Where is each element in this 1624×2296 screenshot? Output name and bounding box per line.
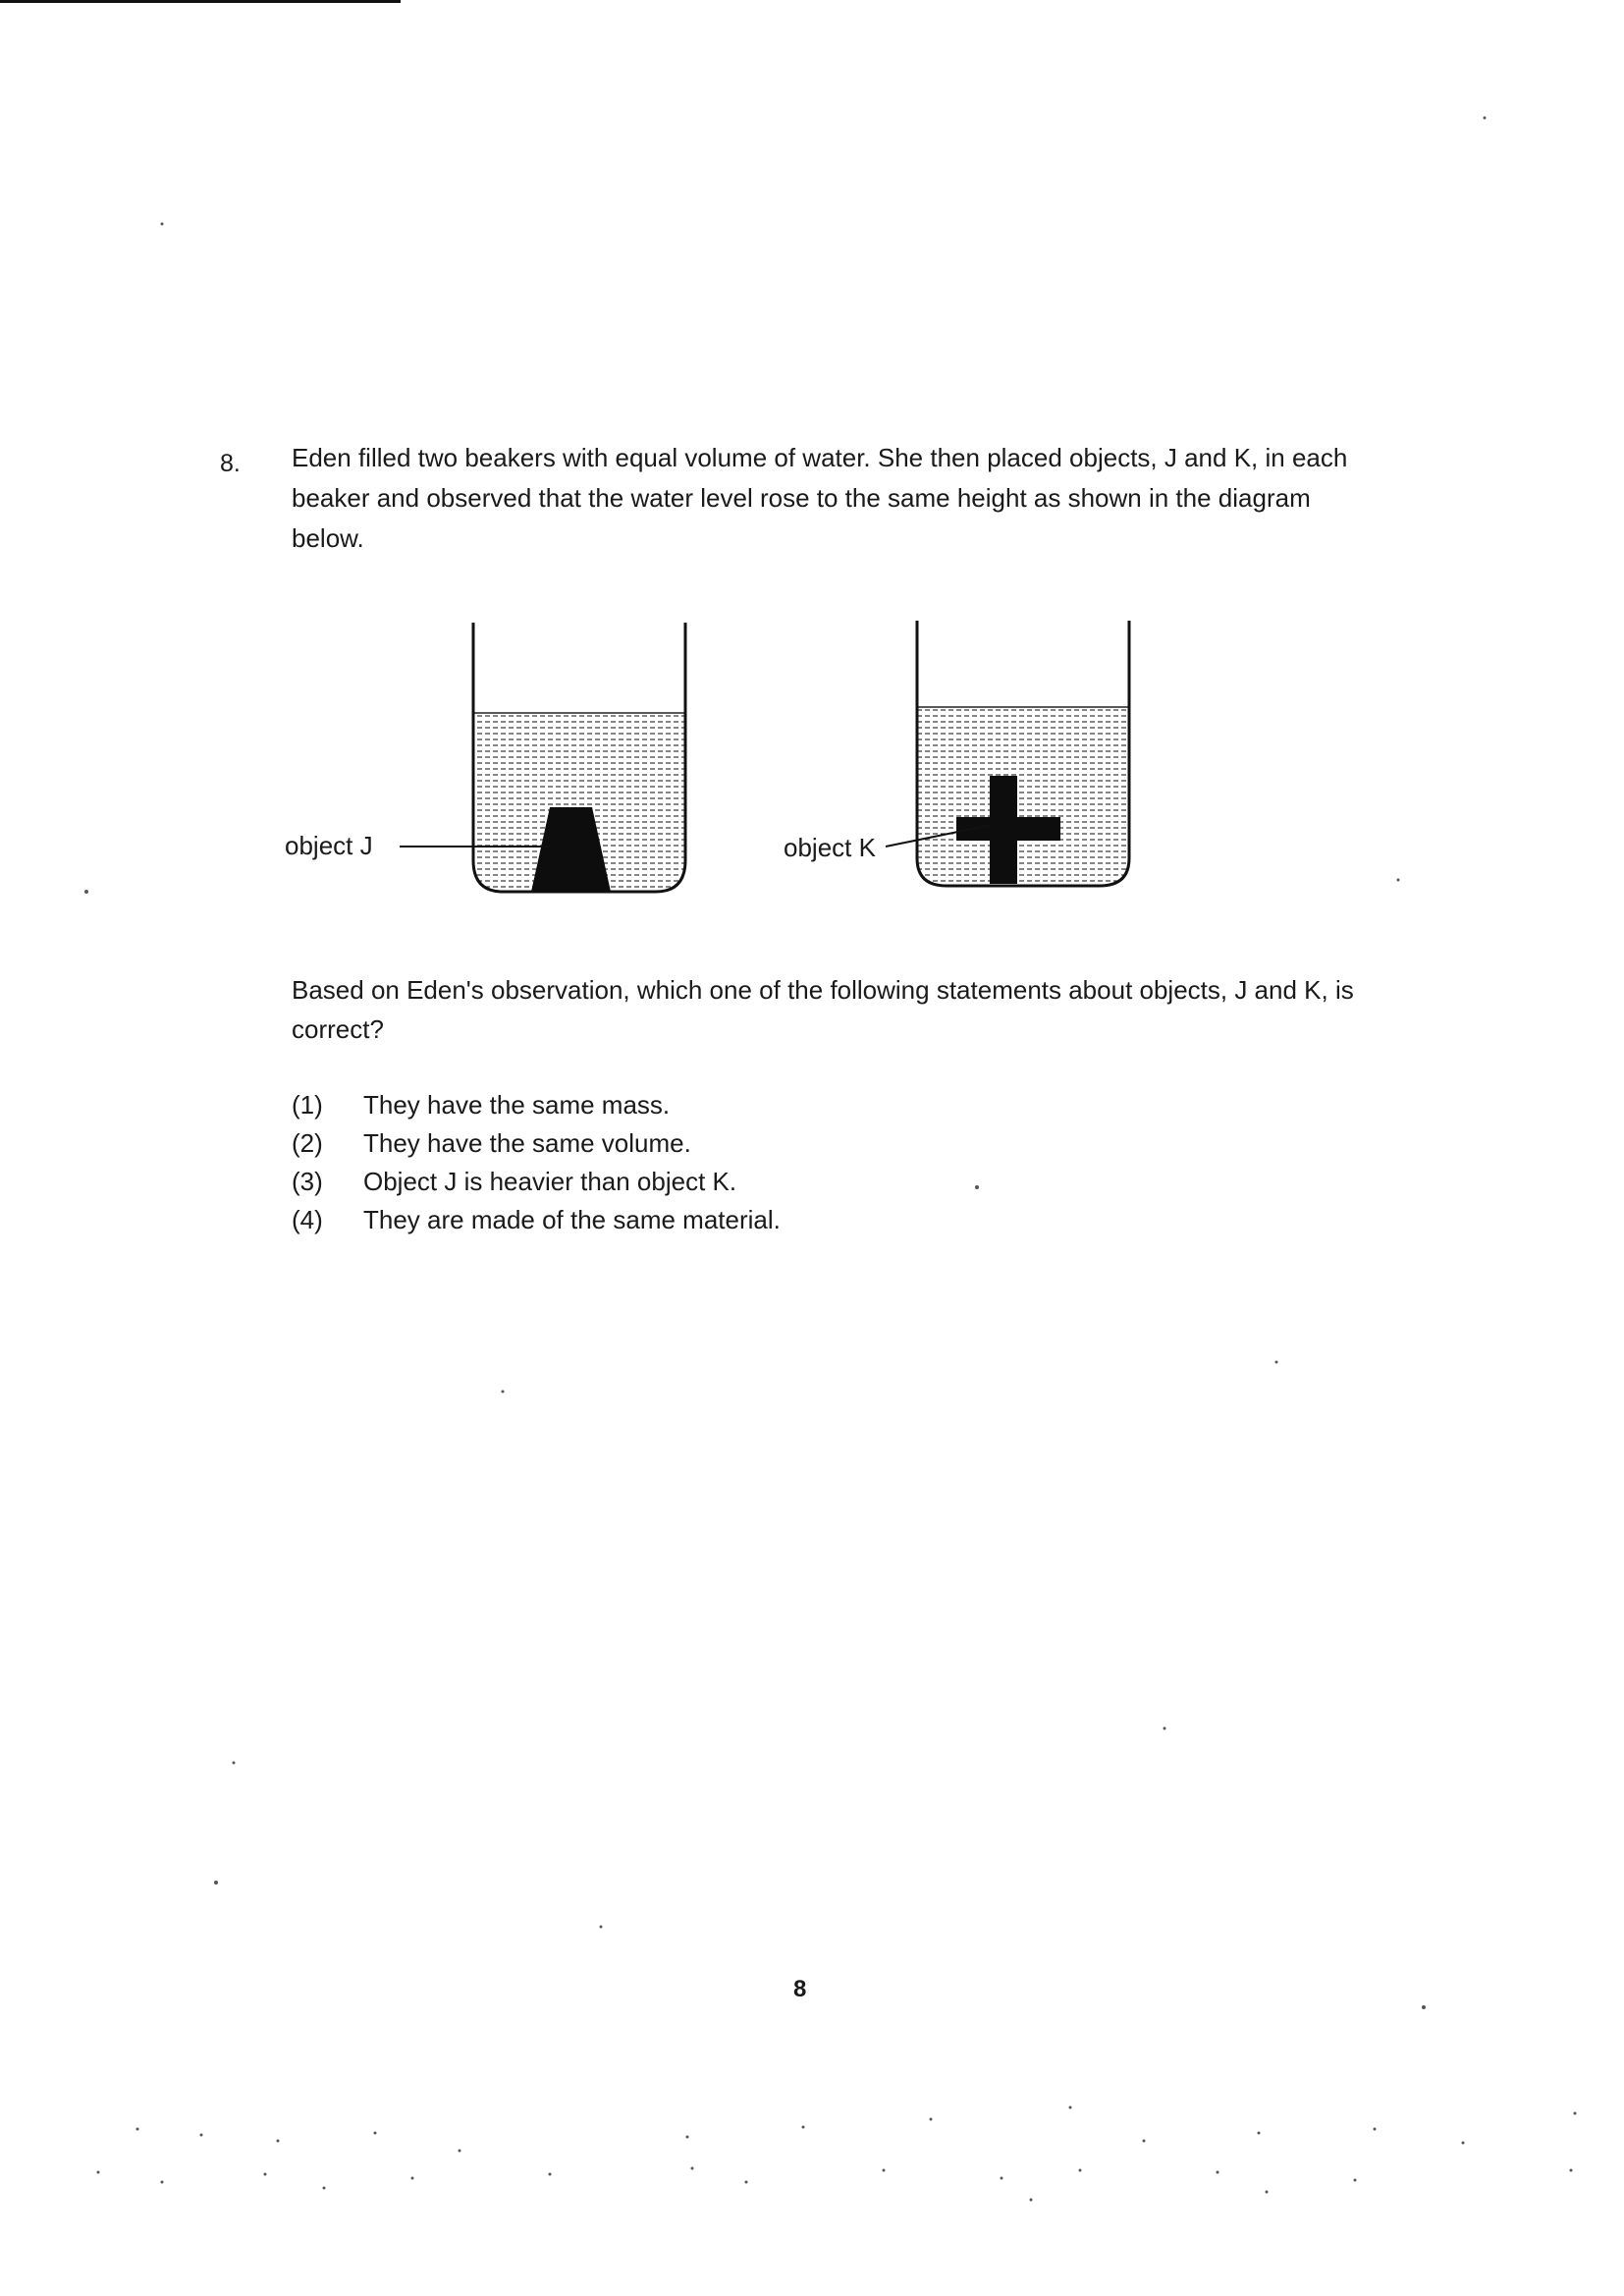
- answer-options: [292, 1086, 781, 1239]
- option-4-number: (4): [292, 1205, 323, 1234]
- question-text: Eden filled two beakers with equal volume of water. She then placed objects, J and K, in each beaker and observed that the water level rose to the same height as shown in the diagram below.: [292, 443, 1348, 553]
- option-3-number: (3): [292, 1167, 323, 1196]
- top-border-line: [0, 0, 401, 3]
- label-object-k: object K: [784, 833, 876, 862]
- beaker-diagram: [265, 619, 1149, 913]
- option-1[interactable]: [292, 1086, 781, 1124]
- option-3-text: Object J is heavier than object K.: [363, 1167, 737, 1196]
- beaker-k: [917, 621, 1129, 886]
- option-2[interactable]: [292, 1124, 781, 1163]
- option-1-text: They have the same mass.: [363, 1090, 671, 1120]
- question-number: 8.: [220, 450, 241, 477]
- option-1-number: (1): [292, 1090, 323, 1120]
- beakers-illustration: [265, 619, 1149, 913]
- option-4-text: They are made of the same material.: [363, 1205, 781, 1234]
- option-4[interactable]: [292, 1201, 781, 1239]
- page-number: 8: [793, 1976, 807, 2002]
- label-object-j: object J: [285, 831, 373, 860]
- option-2-text: They have the same volume.: [363, 1128, 691, 1158]
- water-k: [917, 707, 1129, 886]
- option-3[interactable]: [292, 1163, 781, 1201]
- beaker-j: [473, 623, 685, 892]
- option-2-number: (2): [292, 1128, 323, 1158]
- question-prompt: Based on Eden's observation, which one of the following statements about objects, J and K, is correct?: [292, 975, 1354, 1044]
